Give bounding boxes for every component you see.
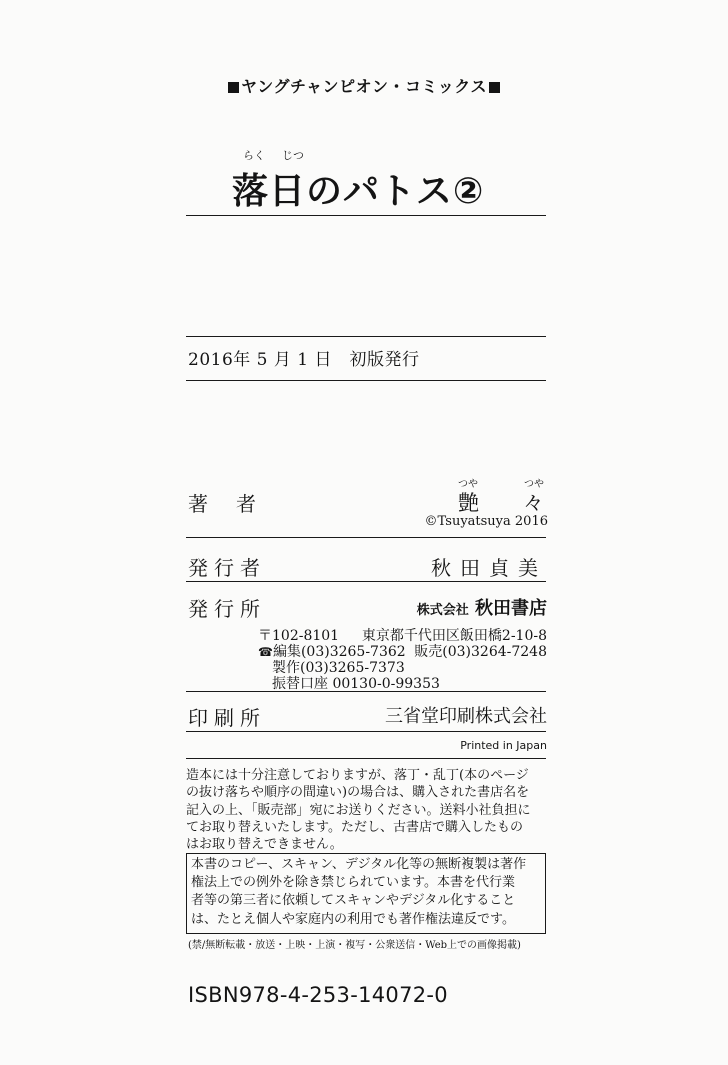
series-label: ヤングチャンピオン・コミックス bbox=[240, 77, 488, 96]
publisher-company: 秋田書店 bbox=[475, 598, 547, 619]
printed-in-japan: Printed in Japan bbox=[460, 739, 547, 752]
publication-date: 2016年 5 月 1 日 初版発行 bbox=[188, 350, 420, 370]
publisher-name bbox=[417, 594, 547, 620]
sales-phone: 販売(03)3264-7248 bbox=[414, 644, 547, 660]
notice-line: はお取り替えできません。 bbox=[186, 837, 343, 853]
telephone-icon: ☎ bbox=[258, 645, 273, 659]
copy-notice bbox=[191, 856, 543, 929]
title-ruby: じつ bbox=[282, 149, 304, 162]
notice-line: 本書のコピー、スキャン、デジタル化等の無断複製は著作 bbox=[191, 857, 527, 872]
title-divider bbox=[186, 215, 546, 216]
printer-label: 印刷所 bbox=[188, 706, 266, 730]
notice-line: は、たとえ個人や家庭内の利用でも著作権法違反です。 bbox=[191, 911, 515, 927]
replacement-notice bbox=[186, 767, 546, 853]
notice-line: 権法上での例外を除き禁じられています。本書を代行業 bbox=[191, 875, 515, 891]
transfer-account: 振替口座 00130-0-99353 bbox=[272, 676, 440, 692]
divider bbox=[186, 537, 546, 538]
notice-line: てお取り替えいたします。ただし、古書店で購入したもの bbox=[186, 819, 523, 835]
publisher-person-name: 秋田貞美 bbox=[431, 556, 547, 580]
copy-notice-box bbox=[186, 853, 546, 934]
divider bbox=[186, 731, 546, 732]
prohibited-uses: (禁/無断転載・放送・上映・上演・複写・公衆送信・Web上での画像掲載) bbox=[188, 940, 521, 951]
divider bbox=[186, 336, 546, 337]
publisher-person-label: 発行者 bbox=[188, 556, 266, 580]
copyright: ©Tsuyatsuya 2016 bbox=[424, 514, 548, 529]
publisher-prefix: 株式会社 bbox=[416, 603, 469, 618]
series-name bbox=[0, 74, 728, 97]
square-bullet-icon bbox=[489, 82, 500, 93]
square-bullet-icon bbox=[228, 82, 239, 93]
divider bbox=[186, 758, 546, 759]
divider bbox=[186, 691, 546, 692]
postal-code: 〒102-8101 bbox=[258, 628, 340, 644]
notice-line: 者等の第三者に依頼してスキャンやデジタル化すること bbox=[191, 893, 516, 909]
notice-line: 造本には十分注意しておりますが、落丁・乱丁(本のページ bbox=[186, 768, 529, 783]
author-ruby: つや bbox=[524, 479, 544, 490]
printer-name: 三省堂印刷株式会社 bbox=[385, 706, 547, 727]
isbn: ISBN978-4-253-14072-0 bbox=[188, 983, 448, 1007]
author-label: 著者 bbox=[188, 492, 284, 516]
divider bbox=[186, 380, 546, 381]
divider bbox=[186, 581, 546, 582]
production-phone: 製作(03)3265-7373 bbox=[272, 660, 405, 676]
street-address: 東京都千代田区飯田橋2-10-8 bbox=[361, 628, 547, 644]
editorial-phone-text: 編集(03)3265-7362 bbox=[272, 644, 406, 660]
publisher-label: 発行所 bbox=[188, 597, 266, 621]
author-ruby: つや bbox=[458, 479, 478, 490]
notice-line: 記入の上、「販売部」宛にお送りください。送料小社負担に bbox=[186, 802, 531, 818]
notice-line: の抜け落ちや順序の間違い)の場合は、購入された書店名を bbox=[186, 785, 530, 801]
title-ruby: らく bbox=[243, 149, 265, 162]
book-title: 落日のパトス② bbox=[232, 171, 485, 212]
author-name: 艶々 bbox=[458, 491, 588, 515]
